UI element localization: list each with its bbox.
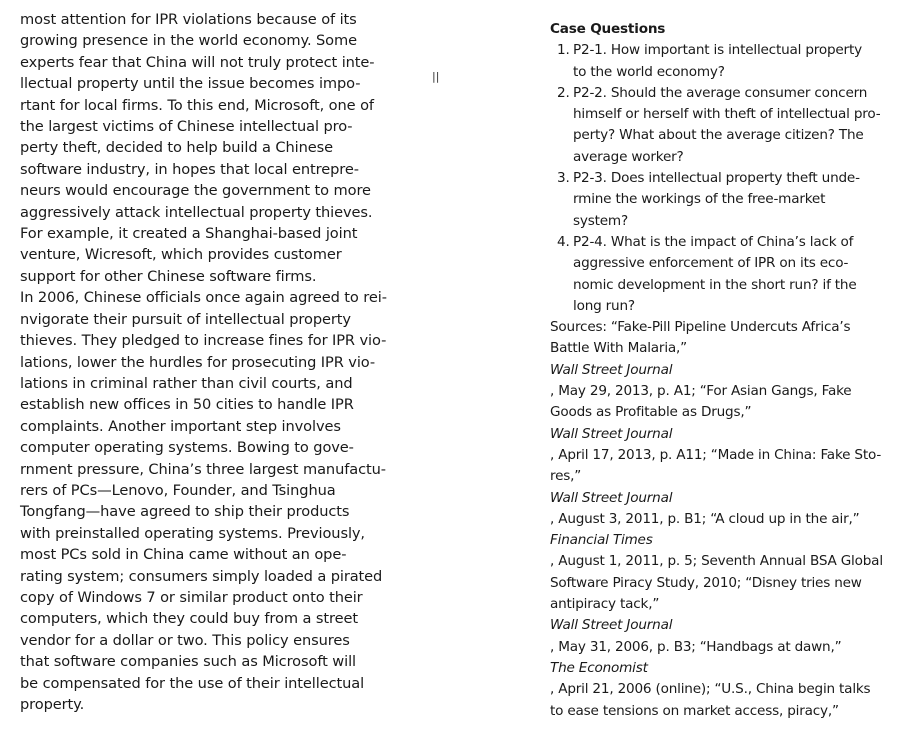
question-text-line: aggressive enforcement of IPR on its eco- xyxy=(573,255,849,272)
question-number: 4. xyxy=(557,233,570,250)
source-line: Battle With Malaria,” xyxy=(550,340,687,357)
body-text-line: thieves. They pledged to increase fines for IPR vio- xyxy=(20,332,387,350)
question-text-line: long run? xyxy=(573,297,635,314)
sidebar-column xyxy=(550,19,890,722)
question-number: 1. xyxy=(557,42,570,59)
body-text-line: rtant for local firms. To this end, Microsoft, one of xyxy=(20,96,374,114)
source-line: , April 21, 2006 (online); “U.S., China begin talks xyxy=(550,681,871,698)
body-text-line: lations, lower the hurdles for prosecuting IPR vio- xyxy=(20,353,376,371)
body-text-line: growing presence in the world economy. Some xyxy=(20,32,358,50)
case-question-item xyxy=(550,40,890,83)
question-text-line: P2-1. How important is intellectual property xyxy=(573,42,862,59)
source-line: , May 31, 2006, p. B3; “Handbags at dawn,” xyxy=(550,638,842,655)
body-text-line: support for other Chinese software firms. xyxy=(20,267,317,285)
body-text-line: vendor for a dollar or two. This policy ensures xyxy=(20,631,350,649)
question-text-line: himself or herself with theft of intellectual pro- xyxy=(573,106,881,123)
source-line: Software Piracy Study, 2010; “Disney tries new xyxy=(550,574,862,591)
body-text-line: llectual property until the issue becomes impo- xyxy=(20,75,361,93)
source-line: Sources: “Fake-Pill Pipeline Undercuts Africa’s xyxy=(550,319,851,336)
source-line: , August 1, 2011, p. 5; Seventh Annual BSA Global xyxy=(550,553,883,570)
body-text-line: the largest victims of Chinese intellectual pro- xyxy=(20,118,353,136)
source-publication: Wall Street Journal xyxy=(550,489,673,506)
body-paragraph xyxy=(20,9,415,715)
question-text-line: rmine the workings of the free-market xyxy=(573,191,826,208)
body-text-column xyxy=(20,9,415,715)
body-text-line: For example, it created a Shanghai-based joint xyxy=(20,225,358,243)
source-line: , April 17, 2013, p. A11; “Made in China: Fake Sto- xyxy=(550,446,882,463)
body-text-line: computer operating systems. Bowing to gove- xyxy=(20,439,354,457)
body-text-line: neurs would encourage the government to more xyxy=(20,182,371,200)
body-text-line: venture, Wicresoft, which provides customer xyxy=(20,246,342,264)
body-text-line: lations in criminal rather than civil courts, and xyxy=(20,374,353,392)
case-question-item xyxy=(550,232,890,317)
body-text-line: In 2006, Chinese officials once again agreed to rei- xyxy=(20,289,387,307)
body-text-line: nvigorate their pursuit of intellectual property xyxy=(20,310,351,328)
source-line: to ease tensions on market access, piracy,” xyxy=(550,702,839,719)
source-line: Goods as Profitable as Drugs,” xyxy=(550,404,752,421)
body-text-line: Tongfang—have agreed to ship their products xyxy=(20,503,350,521)
question-text-line: perty? What about the average citizen? The xyxy=(573,127,864,144)
source-publication: Financial Times xyxy=(550,532,653,549)
question-text-line: average worker? xyxy=(573,148,684,165)
body-text-line: that software companies such as Microsoft will xyxy=(20,653,356,671)
column-break-marker: || xyxy=(432,70,440,83)
source-publication: Wall Street Journal xyxy=(550,617,673,634)
body-text-line: experts fear that China will not truly protect inte- xyxy=(20,53,375,71)
question-text-line: P2-3. Does intellectual property theft unde- xyxy=(573,170,860,187)
body-text-line: rating system; consumers simply loaded a pirated xyxy=(20,567,383,585)
body-text-line: rers of PCs—Lenovo, Founder, and Tsinghua xyxy=(20,481,336,499)
case-questions-section xyxy=(550,19,890,317)
source-publication: Wall Street Journal xyxy=(550,425,673,442)
body-text-line: with preinstalled operating systems. Previously, xyxy=(20,524,365,542)
source-publication: Wall Street Journal xyxy=(550,361,673,378)
question-number: 2. xyxy=(557,84,570,101)
question-text-line: system? xyxy=(573,212,628,229)
case-question-item xyxy=(550,168,890,232)
body-text-line: aggressively attack intellectual property thieves. xyxy=(20,203,373,221)
body-text-line: most attention for IPR violations because of its xyxy=(20,11,357,28)
source-line: , May 29, 2013, p. A1; “For Asian Gangs, Fake xyxy=(550,383,852,400)
body-text-line: software industry, in hopes that local entrepre- xyxy=(20,160,359,178)
body-text-line: rnment pressure, China’s three largest manufactu- xyxy=(20,460,386,478)
case-questions-list xyxy=(550,40,890,317)
body-text-line: property. xyxy=(20,696,85,713)
source-line: , August 3, 2011, p. B1; “A cloud up in the air,” xyxy=(550,510,860,527)
source-line: antipiracy tack,” xyxy=(550,596,660,613)
source-line: res,” xyxy=(550,468,582,485)
body-text-line: perty theft, decided to help build a Chinese xyxy=(20,139,334,157)
case-questions-heading: Case Questions xyxy=(550,21,666,37)
question-text-line: P2-2. Should the average consumer concern xyxy=(573,84,868,101)
question-text-line: to the world economy? xyxy=(573,63,725,80)
body-text-line: be compensated for the use of their intellectual xyxy=(20,674,365,692)
question-text-line: P2-4. What is the impact of China’s lack of xyxy=(573,233,854,250)
sources-section xyxy=(550,317,890,722)
source-publication: The Economist xyxy=(550,659,648,676)
body-text-line: complaints. Another important step involves xyxy=(20,417,341,435)
body-text-line: establish new offices in 50 cities to handle IPR xyxy=(20,396,354,414)
body-text-line: copy of Windows 7 or similar product onto their xyxy=(20,588,363,606)
case-question-item xyxy=(550,83,890,168)
question-number: 3. xyxy=(557,170,570,187)
body-text-line: computers, which they could buy from a street xyxy=(20,610,358,628)
body-text-line: most PCs sold in China came without an ope- xyxy=(20,546,347,564)
question-text-line: nomic development in the short run? if the xyxy=(573,276,857,293)
